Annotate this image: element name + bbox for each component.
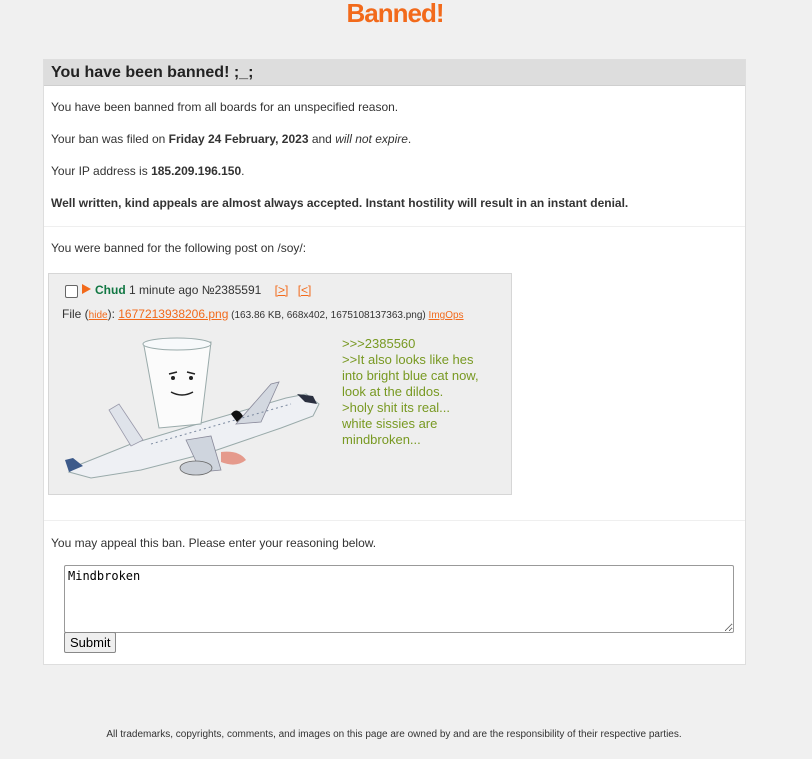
- file-link[interactable]: 1677213938206.png: [118, 307, 229, 321]
- imgops-link[interactable]: ImgOps: [428, 310, 464, 321]
- greentext-line: >holy shit its real... white sissies are mindbroken...: [342, 400, 451, 447]
- file-label: File (: [62, 307, 89, 321]
- page-title: Banned!: [346, 0, 444, 28]
- post-intro: You were banned for the following post on /soy/:: [51, 241, 307, 255]
- poster-name: Chud: [95, 283, 126, 297]
- appeal-notice: Well written, kind appeals are almost always accepted. Instant hostility will result in an instant denial.: [51, 196, 629, 210]
- banned-post: [48, 273, 512, 495]
- post-thumbnail[interactable]: [61, 332, 321, 482]
- post-comment: [342, 336, 482, 448]
- hide-link[interactable]: hide: [88, 310, 108, 321]
- file-mid: ):: [107, 307, 119, 321]
- submit-button[interactable]: Submit: [64, 632, 116, 653]
- backlink[interactable]: [<]: [297, 283, 312, 297]
- ban-box: [43, 59, 746, 665]
- filed-end: .: [407, 132, 412, 146]
- appeal-instructions: You may appeal this ban. Please enter your reasoning below.: [51, 536, 377, 550]
- quote-line[interactable]: >>>2385560: [342, 336, 416, 351]
- appeal-textarea[interactable]: [64, 565, 734, 633]
- ban-ip-line: [51, 164, 245, 178]
- expire-text: will not expire: [335, 132, 408, 146]
- divider: [44, 226, 745, 227]
- ip-address: 185.209.196.150: [151, 164, 242, 178]
- post-number[interactable]: №2385591: [201, 283, 262, 297]
- file-info: [62, 307, 464, 321]
- ban-heading: You have been banned! ;_;: [44, 60, 745, 86]
- reply-link[interactable]: [>]: [274, 283, 289, 297]
- greentext-line: >>It also looks like hes into bright blue cat now, look at the dildos.: [342, 352, 479, 399]
- filed-date: Friday 24 February, 2023: [168, 132, 309, 146]
- divider: [44, 520, 745, 521]
- footer: All trademarks, copyrights, comments, and images on this page are owned by and are the responsibility of their respective parties.: [106, 729, 682, 740]
- post-meta: [95, 283, 311, 297]
- post-time: 1 minute ago: [129, 283, 199, 297]
- ban-filed-line: [51, 132, 411, 146]
- cup-image: [143, 338, 211, 428]
- ip-prefix: Your IP address is: [51, 164, 152, 178]
- filed-prefix: Your ban was filed on: [51, 132, 169, 146]
- file-details: (163.86 KB, 668x402, 1675108137363.png): [228, 310, 429, 321]
- filed-mid: and: [308, 132, 336, 146]
- ip-end: .: [241, 164, 245, 178]
- ban-reason: You have been banned from all boards for an unspecified reason.: [51, 100, 399, 114]
- post-menu-arrow-icon[interactable]: [82, 284, 91, 294]
- post-checkbox[interactable]: [65, 285, 78, 298]
